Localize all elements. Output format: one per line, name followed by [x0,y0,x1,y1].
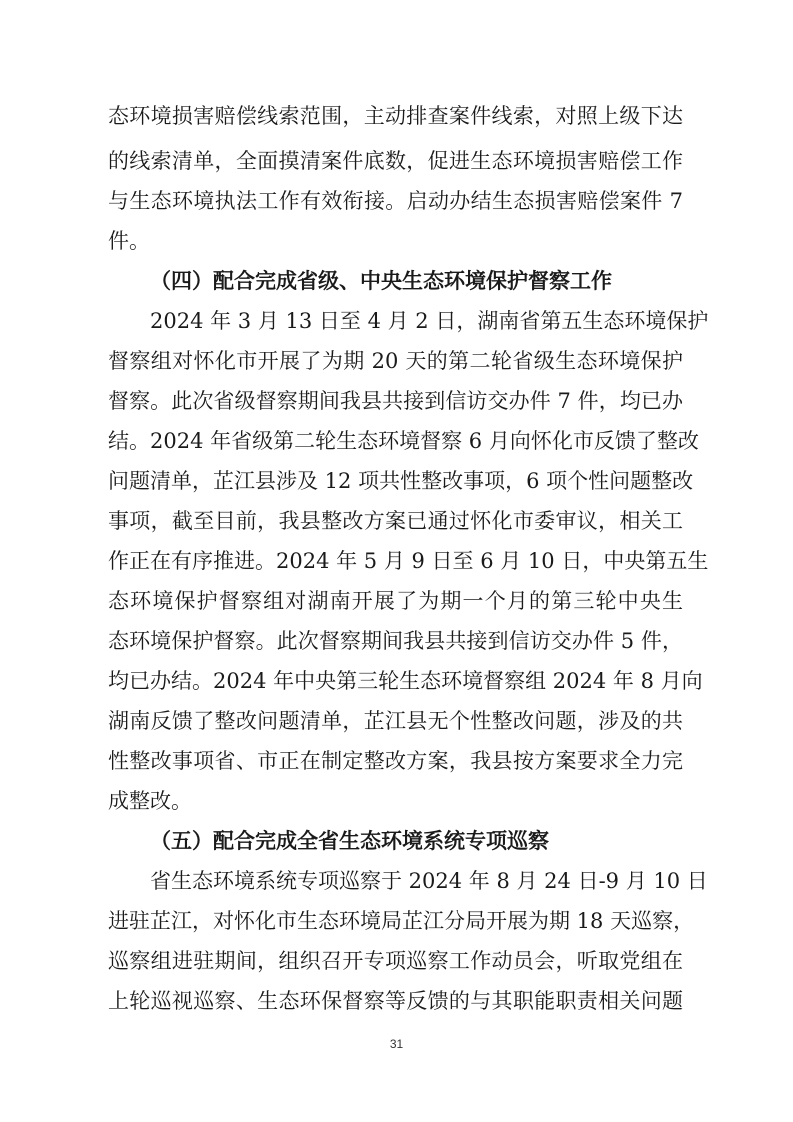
text-line: 上轮巡视巡察、生态环保督察等反馈的与其职能职责相关问题 [108,989,683,1013]
section-heading-4: （四）配合完成省级、中央生态环境保护督察工作 [150,268,612,293]
text-line: 问题清单，芷江县涉及 12 项共性整改事项，6 项个性问题整改 [108,469,694,493]
page-number: 31 [389,1037,404,1051]
text-line: 巡察组进驻期间，组织召开专项巡察工作动员会，听取党组在 [108,949,683,973]
text-line: 结。2024 年省级第二轮生态环境督察 6 月向怀化市反馈了整改 [108,429,699,453]
text-line: 态环境保护督察组对湖南开展了为期一个月的第三轮中央生 [108,589,683,613]
text-line: 事项，截至目前，我县整改方案已通过怀化市委审议，相关工 [108,509,683,533]
text-line: 均已办结。2024 年中央第三轮生态环境督察组 2024 年 8 月向 [108,669,703,693]
text-line: 2024 年 3 月 13 日至 4 月 2 日，湖南省第五生态环境保护 [150,309,709,333]
text-line: 态环境损害赔偿线索范围，主动排查案件线索，对照上级下达 [108,104,683,128]
text-line: 进驻芷江，对怀化市生态环境局芷江分局开展为期 18 天巡察， [108,909,695,933]
text-line: 督察。此次省级督察期间我县共接到信访交办件 7 件，均已办 [108,389,683,413]
text-line: 湖南反馈了整改问题清单，芷江县无个性整改问题，涉及的共 [108,709,683,733]
text-line: 件。 [108,229,150,253]
text-line: 态环境保护督察。此次督察期间我县共接到信访交办件 5 件， [108,629,683,653]
text-line: 成整改。 [108,789,192,813]
section-heading-5: （五）配合完成全省生态环境系统专项巡察 [150,828,549,853]
text-line: 性整改事项省、市正在制定整改方案，我县按方案要求全力完 [108,749,683,773]
text-line: 省生态环境系统专项巡察于 2024 年 8 月 24 日-9 月 10 日 [150,869,708,893]
text-line: 的线索清单，全面摸清案件底数，促进生态环境损害赔偿工作 [108,149,683,173]
text-line: 作正在有序推进。2024 年 5 月 9 日至 6 月 10 日，中央第五生 [108,549,709,573]
text-line: 督察组对怀化市开展了为期 20 天的第二轮省级生态环境保护 [108,349,683,373]
text-line: 与生态环境执法工作有效衔接。启动办结生态损害赔偿案件 7 [108,189,683,213]
